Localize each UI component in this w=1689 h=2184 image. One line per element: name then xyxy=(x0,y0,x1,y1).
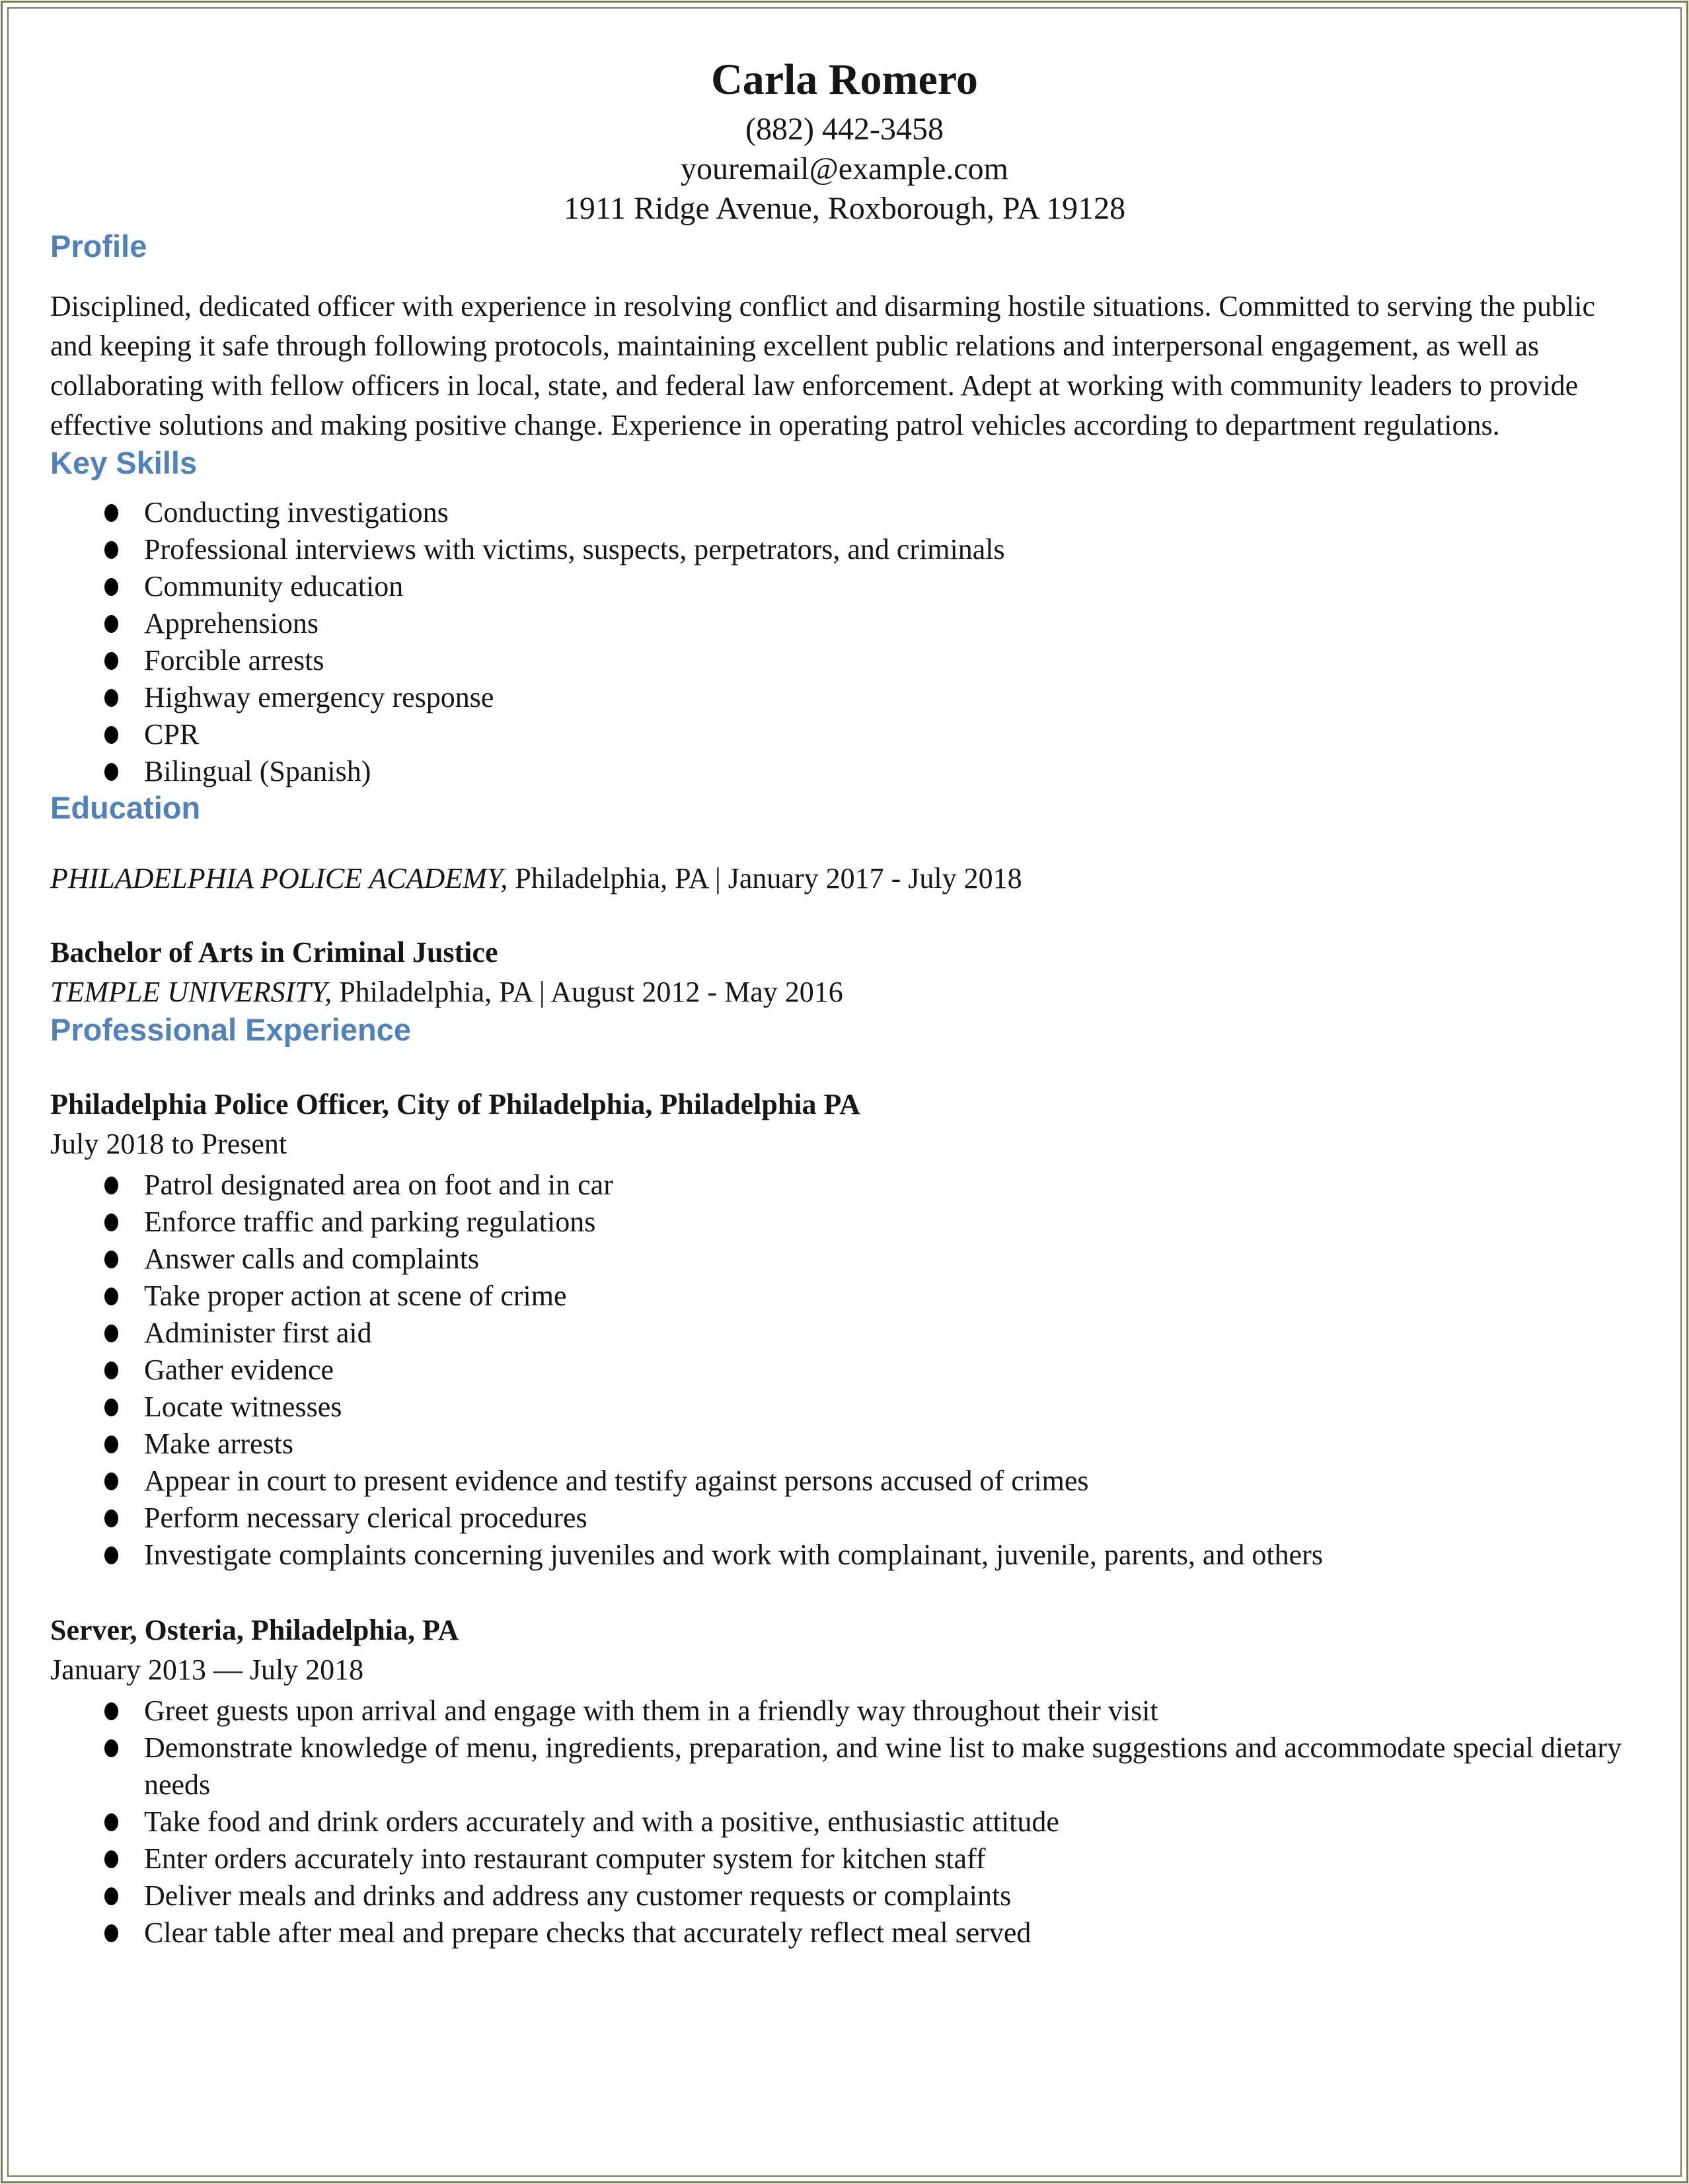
skill-item: Forcible arrests xyxy=(50,642,1639,679)
job-dates: July 2018 to Present xyxy=(50,1128,287,1160)
job-duty: Enforce traffic and parking regulations xyxy=(50,1204,1639,1241)
job-duty: Locate witnesses xyxy=(50,1389,1639,1426)
job-duty: Gather evidence xyxy=(50,1352,1639,1389)
resume-name: Carla Romero xyxy=(711,55,978,104)
job-duty: Take proper action at scene of crime xyxy=(50,1278,1639,1315)
job-duty: Patrol designated area on foot and in car xyxy=(50,1167,1639,1204)
job-duty: Administer first aid xyxy=(50,1315,1639,1352)
education-degree-block xyxy=(50,933,1639,1012)
section-heading-professional-experience: Professional Experience xyxy=(50,1012,411,1047)
job-duty: Clear table after meal and prepare checks that accurately reflect meal served xyxy=(50,1914,1639,1951)
job-duty: Perform necessary clerical procedures xyxy=(50,1500,1639,1537)
resume-content xyxy=(50,30,1639,1951)
job-duty: Deliver meals and drinks and address any customer requests or complaints xyxy=(50,1877,1639,1914)
skill-item: Professional interviews with victims, suspects, perpetrators, and criminals xyxy=(50,531,1639,568)
contact-address: 1911 Ridge Avenue, Roxborough, PA 19128 xyxy=(563,191,1126,226)
education-academy-name: PHILADELPHIA POLICE ACADEMY, xyxy=(50,862,508,894)
skill-item: Bilingual (Spanish) xyxy=(50,753,1639,790)
job-duty: Investigate complaints concerning juveniles and work with complainant, juvenile, parents, and others xyxy=(50,1537,1639,1574)
key-skills-list xyxy=(50,494,1639,790)
skill-item: CPR xyxy=(50,716,1639,753)
job-police-officer xyxy=(50,1085,1639,1574)
job-duty: Take food and drink orders accurately and with a positive, enthusiastic attitude xyxy=(50,1803,1639,1840)
skill-item: Apprehensions xyxy=(50,605,1639,642)
education-degree: Bachelor of Arts in Criminal Justice xyxy=(50,936,498,968)
section-heading-profile: Profile xyxy=(50,229,147,264)
education-academy-details: Philadelphia, PA | January 2017 - July 2018 xyxy=(507,862,1022,894)
contact-phone: (882) 442-3458 xyxy=(745,112,944,147)
job-duty: Enter orders accurately into restaurant computer system for kitchen staff xyxy=(50,1840,1639,1877)
job-duties-list xyxy=(50,1693,1639,1951)
job-duty: Answer calls and complaints xyxy=(50,1241,1639,1278)
job-duty: Demonstrate knowledge of menu, ingredients, preparation, and wine list to make suggestions and accommodate special dietary needs xyxy=(50,1729,1639,1803)
skill-item: Highway emergency response xyxy=(50,679,1639,716)
education-university-line xyxy=(50,972,1639,1012)
job-server xyxy=(50,1611,1639,1951)
job-dates: January 2013 — July 2018 xyxy=(50,1654,364,1686)
section-heading-key-skills: Key Skills xyxy=(50,445,198,480)
job-title: Philadelphia Police Officer, City of Philadelphia, Philadelphia PA xyxy=(50,1088,860,1120)
profile-text: Disciplined, dedicated officer with experience in resolving conflict and disarming hostile situations. Committed to serving the public and keeping it safe through following protocols, maintaining excellent public relations and interpersonal engagement, as well as collaborating with fellow officers in local, state, and federal law enforcement. Adept at working with community leaders to provide effective solutions and making positive change. Experience in operating patrol vehicles according to department regulations. xyxy=(50,290,1595,441)
job-duty: Make arrests xyxy=(50,1426,1639,1463)
job-duty: Appear in court to present evidence and testify against persons accused of crimes xyxy=(50,1463,1639,1500)
education-university-name: TEMPLE UNIVERSITY, xyxy=(50,976,332,1008)
education-university-details: Philadelphia, PA | August 2012 - May 2016 xyxy=(332,976,843,1008)
education-academy-line xyxy=(50,859,1639,898)
section-heading-education: Education xyxy=(50,790,201,825)
job-duty: Greet guests upon arrival and engage with them in a friendly way throughout their visit xyxy=(50,1693,1639,1729)
skill-item: Conducting investigations xyxy=(50,494,1639,531)
skill-item: Community education xyxy=(50,568,1639,605)
contact-email: youremail@example.com xyxy=(680,151,1009,186)
job-duties-list xyxy=(50,1167,1639,1574)
job-title: Server, Osteria, Philadelphia, PA xyxy=(50,1614,459,1646)
